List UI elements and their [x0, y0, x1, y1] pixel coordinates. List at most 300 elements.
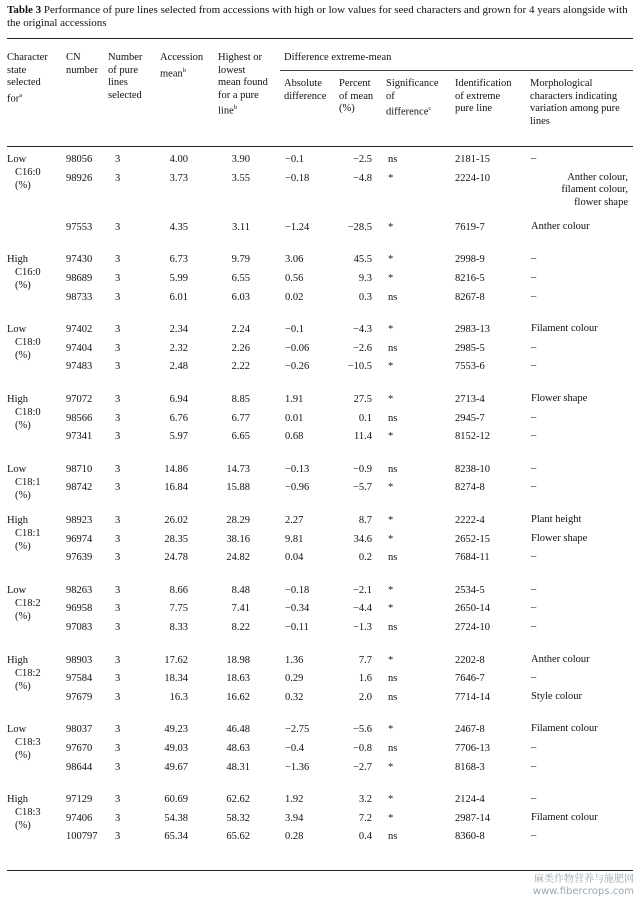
- cell-abs: 3.06: [285, 254, 304, 266]
- cell-n: 3: [115, 552, 121, 564]
- cell-ext: 15.88: [226, 482, 250, 494]
- header-accession-text: Accession mean: [160, 52, 204, 79]
- cell-mean: 17.62: [164, 654, 188, 666]
- cell-pct: 11.4: [354, 431, 372, 443]
- header-bottom-rule: [7, 146, 633, 147]
- cell-id: 2467-8: [455, 724, 485, 736]
- cell-abs: −0.13: [285, 463, 310, 475]
- cell-morph: Filament colour: [531, 323, 598, 335]
- cell-n: 3: [115, 463, 121, 475]
- cell-cn: 96958: [66, 603, 93, 615]
- header-difference: Difference extreme-mean: [284, 52, 392, 63]
- cell-cn: 97553: [66, 221, 93, 233]
- cell-id: 2983-13: [455, 324, 490, 336]
- group-fatty-acid: C18:2: [15, 667, 41, 679]
- cell-mean: 28.35: [164, 533, 188, 545]
- cell-cn: 97430: [66, 254, 93, 266]
- cell-abs: −2.75: [285, 724, 310, 736]
- cell-abs: −0.18: [285, 584, 310, 596]
- cell-id: 2998-9: [455, 254, 485, 266]
- group-label: [7, 793, 67, 832]
- cell-n: 3: [115, 172, 121, 184]
- bottom-rule: [7, 870, 633, 871]
- cell-mean: 65.34: [164, 831, 188, 843]
- cell-cn: 97639: [66, 552, 93, 564]
- cell-pct: 34.6: [353, 533, 372, 545]
- cell-cn: 98566: [66, 412, 93, 424]
- group-fatty-acid: C18:3: [15, 807, 41, 819]
- cell-n: 3: [115, 361, 121, 373]
- cell-id: 7714-14: [455, 691, 490, 703]
- cell-mean: 18.34: [164, 673, 188, 685]
- cell-id: 8152-12: [455, 431, 490, 443]
- cell-morph: Flower shape: [531, 532, 588, 544]
- cell-abs: 0.29: [285, 673, 304, 685]
- cell-morph: –: [531, 430, 537, 442]
- cell-pct: 9.3: [358, 273, 372, 285]
- cell-pct: 1.6: [358, 673, 372, 685]
- group-state: Low: [7, 463, 27, 475]
- cell-ext: 7.41: [231, 603, 250, 615]
- cell-abs: −0.34: [285, 603, 310, 615]
- group-state: High: [7, 394, 28, 406]
- header-number: Number of pure lines selected: [108, 52, 143, 101]
- header-highest: [218, 52, 280, 118]
- cell-pct: 3.2: [358, 794, 372, 806]
- cell-n: 3: [115, 724, 121, 736]
- cell-sig: *: [388, 254, 394, 266]
- cell-abs: 0.02: [285, 291, 304, 303]
- header-character-sup: a: [19, 91, 23, 99]
- cell-n: 3: [115, 743, 121, 755]
- cell-id: 8238-10: [455, 463, 490, 475]
- cell-sig: *: [388, 431, 394, 443]
- cell-pct: 7.2: [358, 812, 372, 824]
- cell-id: 8267-8: [455, 291, 485, 303]
- header-accession-sup: b: [182, 66, 186, 74]
- cell-ext: 8.48: [231, 584, 250, 596]
- cell-id: 2224-10: [455, 172, 490, 184]
- header-character: [7, 52, 67, 106]
- cell-pct: 7.7: [358, 654, 372, 666]
- cell-cn: 98644: [66, 761, 93, 773]
- cell-abs: −0.1: [285, 154, 305, 165]
- cell-pct: 0.2: [358, 552, 372, 564]
- cell-n: 3: [115, 154, 121, 165]
- cell-morph: –: [531, 760, 537, 772]
- cell-pct: −2.6: [352, 342, 372, 354]
- cell-n: 3: [115, 691, 121, 703]
- cell-cn: 97483: [66, 361, 93, 373]
- group-label: [7, 323, 67, 362]
- cell-ext: 65.62: [226, 831, 250, 843]
- cell-cn: 100797: [66, 831, 98, 843]
- cell-mean: 14.86: [164, 463, 188, 475]
- cell-ext: 2.22: [231, 361, 250, 373]
- cell-n: 3: [115, 342, 121, 354]
- cell-pct: −0.9: [352, 463, 372, 475]
- cell-sig: *: [388, 515, 394, 527]
- cell-mean: 5.99: [169, 273, 188, 285]
- group-label: [7, 253, 67, 292]
- cell-cn: 97584: [66, 673, 93, 685]
- header-highest-sup: b: [233, 104, 237, 111]
- cell-ext: 18.63: [226, 673, 250, 685]
- cell-cn: 97129: [66, 794, 93, 806]
- cell-mean: 5.97: [169, 431, 188, 443]
- cell-cn: 98903: [66, 654, 93, 666]
- group-state: Low: [7, 324, 27, 336]
- cell-sig: ns: [388, 412, 398, 424]
- cell-n: 3: [115, 794, 121, 806]
- cell-mean: 2.32: [169, 342, 188, 354]
- watermark: [533, 874, 634, 898]
- group-state: High: [7, 654, 28, 666]
- cell-morph: –: [531, 621, 537, 633]
- cell-ext: 46.48: [226, 724, 250, 736]
- cell-mean: 60.69: [164, 794, 188, 806]
- cell-cn: 98733: [66, 291, 93, 303]
- watermark-line-2: www.fibercrops.com: [532, 886, 634, 897]
- group-fatty-acid: C18:1: [15, 476, 41, 488]
- cell-abs: 1.36: [285, 654, 304, 666]
- cell-mean: 7.75: [169, 603, 188, 615]
- cell-morph: –: [531, 793, 537, 805]
- cell-ext: 14.73: [226, 463, 250, 475]
- cell-n: 3: [115, 584, 121, 596]
- group-state: High: [7, 254, 28, 266]
- cell-mean: 6.73: [169, 254, 188, 266]
- cell-pct: −1.3: [352, 622, 372, 634]
- cell-abs: −0.06: [285, 342, 310, 354]
- cell-ext: 9.79: [231, 254, 250, 266]
- group-unit: (%): [15, 489, 31, 501]
- group-unit: (%): [15, 541, 31, 553]
- cell-morph: Style colour: [531, 690, 583, 702]
- cell-id: 2124-4: [455, 794, 485, 806]
- cell-abs: 0.04: [285, 552, 304, 564]
- cell-ext: 3.90: [231, 154, 250, 165]
- cell-morph: –: [531, 360, 537, 372]
- cell-cn: 98689: [66, 273, 93, 285]
- cell-abs: 9.81: [285, 533, 304, 545]
- group-label: [7, 393, 67, 432]
- cell-pct: −2.5: [352, 154, 372, 165]
- cell-sig: ns: [388, 463, 398, 475]
- group-unit: (%): [15, 750, 31, 762]
- cell-abs: 1.91: [285, 394, 304, 406]
- cell-ext: 6.77: [231, 412, 250, 424]
- cell-id: 2985-5: [455, 342, 485, 354]
- cell-n: 3: [115, 654, 121, 666]
- cell-pct: 45.5: [353, 254, 372, 266]
- cell-cn: 98037: [66, 724, 93, 736]
- cell-morph: –: [531, 481, 537, 493]
- cell-n: 3: [115, 673, 121, 685]
- cell-cn: 98923: [66, 515, 93, 527]
- cell-abs: 0.01: [285, 412, 304, 424]
- cell-mean: 6.01: [169, 291, 188, 303]
- cell-pct: −2.1: [352, 584, 372, 596]
- group-state: Low: [7, 724, 27, 736]
- cell-morph: –: [531, 602, 537, 614]
- cell-n: 3: [115, 273, 121, 285]
- cell-abs: −0.96: [285, 482, 310, 494]
- cell-pct: 0.4: [358, 831, 372, 843]
- group-state: Low: [7, 154, 27, 165]
- cell-morph: Anther colour: [531, 220, 590, 232]
- cell-pct: −4.3: [352, 324, 372, 336]
- cell-pct: −4.8: [352, 172, 372, 184]
- cell-sig: *: [388, 584, 394, 596]
- cell-morph: –: [531, 672, 537, 684]
- cell-sig: *: [388, 324, 394, 336]
- cell-sig: *: [388, 761, 394, 773]
- cell-morph: Filament colour: [531, 723, 598, 735]
- difference-subrule: [280, 70, 633, 71]
- cell-abs: −1.36: [285, 761, 310, 773]
- cell-pct: −4.4: [352, 603, 372, 615]
- group-label: [7, 584, 67, 623]
- cell-sig: *: [388, 273, 394, 285]
- cell-mean: 2.48: [169, 361, 188, 373]
- cell-sig: ns: [388, 831, 398, 843]
- cell-morph: Plant height: [531, 514, 582, 526]
- cell-ext: 62.62: [226, 794, 250, 806]
- group-fatty-acid: C16:0: [15, 167, 41, 178]
- cell-mean: 16.84: [164, 482, 188, 494]
- cell-sig: *: [388, 361, 394, 373]
- cell-morph: –: [531, 551, 537, 563]
- cell-ext: 48.63: [226, 743, 250, 755]
- cell-mean: 3.73: [169, 172, 188, 184]
- cell-n: 3: [115, 324, 121, 336]
- cell-ext: 38.16: [226, 533, 250, 545]
- cell-sig: *: [388, 172, 394, 184]
- cell-ext: 6.03: [231, 291, 250, 303]
- cell-cn: 97072: [66, 394, 93, 406]
- header-significance-text: Significance of difference: [386, 78, 439, 118]
- cell-abs: −0.1: [285, 324, 305, 336]
- group-unit: (%): [15, 420, 31, 432]
- cell-id: 2534-5: [455, 584, 485, 596]
- cell-abs: −0.18: [285, 172, 310, 184]
- cell-sig: ns: [388, 622, 398, 634]
- cell-ext: 6.55: [231, 273, 250, 285]
- cell-pct: 2.0: [358, 691, 372, 703]
- cell-n: 3: [115, 254, 121, 266]
- group-fatty-acid: C18:0: [15, 407, 41, 419]
- cell-ext: 3.11: [232, 221, 250, 233]
- cell-n: 3: [115, 812, 121, 824]
- group-unit: (%): [15, 180, 31, 191]
- cell-mean: 2.34: [169, 324, 188, 336]
- cell-ext: 16.62: [226, 691, 250, 703]
- cell-ext: 18.98: [226, 654, 250, 666]
- header-accession: [160, 52, 216, 81]
- cell-sig: ns: [388, 691, 398, 703]
- cell-n: 3: [115, 394, 121, 406]
- cell-sig: ns: [388, 552, 398, 564]
- header-highest-text: Highest or lowest mean found for a pure line: [218, 52, 268, 117]
- cell-abs: 0.56: [285, 273, 304, 285]
- cell-cn: 98710: [66, 463, 93, 475]
- group-fatty-acid: C18:3: [15, 737, 41, 749]
- cell-abs: 2.27: [285, 515, 304, 527]
- cell-morph: –: [531, 462, 537, 474]
- cell-sig: *: [388, 482, 394, 494]
- cell-cn: 97083: [66, 622, 93, 634]
- table-label: Table 3: [7, 4, 42, 16]
- cell-n: 3: [115, 291, 121, 303]
- cell-sig: ns: [388, 342, 398, 354]
- cell-n: 3: [115, 603, 121, 615]
- cell-pct: −0.8: [352, 743, 372, 755]
- group-fatty-acid: C18:1: [15, 528, 41, 540]
- cell-mean: 8.33: [169, 622, 188, 634]
- cell-sig: *: [388, 603, 394, 615]
- group-label: [7, 723, 67, 762]
- group-state: High: [7, 794, 28, 806]
- cell-morph: –: [531, 341, 537, 353]
- header-cn: CN number: [66, 52, 99, 76]
- cell-pct: 8.7: [358, 515, 372, 527]
- cell-abs: 0.28: [285, 831, 304, 843]
- cell-pct: −2.7: [352, 761, 372, 773]
- cell-cn: 97341: [66, 431, 93, 443]
- cell-id: 2181-15: [455, 154, 490, 165]
- cell-morph: –: [531, 742, 537, 754]
- watermark-line-1: 麻类作物营养与施肥网: [534, 874, 634, 885]
- cell-n: 3: [115, 221, 121, 233]
- cell-id: 2202-8: [455, 654, 485, 666]
- cell-mean: 16.3: [169, 691, 188, 703]
- group-state: High: [7, 515, 28, 527]
- table-caption: [7, 4, 633, 30]
- cell-abs: 0.32: [285, 691, 304, 703]
- group-label: [7, 514, 67, 553]
- cell-id: 7684-11: [455, 552, 490, 564]
- cell-id: 2987-14: [455, 812, 490, 824]
- group-unit: (%): [15, 350, 31, 362]
- cell-cn: 97679: [66, 691, 93, 703]
- cell-n: 3: [115, 482, 121, 494]
- cell-abs: −0.11: [285, 622, 309, 634]
- cell-pct: 0.1: [358, 412, 372, 424]
- cell-cn: 97402: [66, 324, 93, 336]
- cell-cn: 98263: [66, 584, 93, 596]
- cell-abs: −0.26: [285, 361, 310, 373]
- cell-ext: 2.24: [231, 324, 250, 336]
- cell-ext: 8.22: [231, 622, 250, 634]
- cell-ext: 28.29: [226, 515, 250, 527]
- header-percent: Percent of mean (%): [339, 78, 374, 114]
- cell-id: 7646-7: [455, 673, 485, 685]
- cell-abs: 1.92: [285, 794, 304, 806]
- cell-ext: 3.55: [231, 172, 250, 184]
- cell-n: 3: [115, 412, 121, 424]
- group-unit: (%): [15, 610, 31, 622]
- cell-id: 8360-8: [455, 831, 485, 843]
- group-fatty-acid: C18:2: [15, 597, 41, 609]
- cell-cn: 97406: [66, 812, 93, 824]
- cell-pct: −5.6: [352, 724, 372, 736]
- group-label: [7, 654, 67, 693]
- cell-id: 8168-3: [455, 761, 485, 773]
- header-significance-sup: c: [428, 105, 432, 112]
- cell-id: 2713-4: [455, 394, 485, 406]
- header-absolute: Absolute difference: [284, 78, 327, 102]
- cell-mean: 6.76: [169, 412, 188, 424]
- group-label: [7, 153, 67, 192]
- top-rule: [7, 38, 633, 39]
- cell-sig: *: [388, 794, 394, 806]
- cell-ext: 48.31: [226, 761, 250, 773]
- group-state: Low: [7, 584, 27, 596]
- cell-pct: −10.5: [347, 361, 372, 373]
- cell-morph: Filament colour: [531, 811, 598, 823]
- cell-mean: 54.38: [164, 812, 188, 824]
- header-character-text: Character state selected for: [7, 52, 48, 104]
- cell-id: 8216-5: [455, 273, 485, 285]
- cell-cn: 98742: [66, 482, 93, 494]
- cell-pct: 27.5: [353, 394, 372, 406]
- cell-cn: 97670: [66, 743, 93, 755]
- cell-morph: Anther colour, filament colour, flower shape: [561, 171, 628, 208]
- cell-n: 3: [115, 622, 121, 634]
- cell-mean: 49.03: [164, 743, 188, 755]
- group-unit: (%): [15, 680, 31, 692]
- header-significance: [386, 78, 452, 119]
- cell-sig: ns: [388, 673, 398, 685]
- cell-ext: 58.32: [226, 812, 250, 824]
- cell-pct: −28.5: [347, 221, 372, 233]
- group-fatty-acid: C18:0: [15, 337, 41, 349]
- cell-id: 2222-4: [455, 515, 485, 527]
- cell-pct: 0.3: [358, 291, 372, 303]
- cell-ext: 2.26: [231, 342, 250, 354]
- cell-ext: 8.85: [231, 394, 250, 406]
- cell-morph: –: [531, 583, 537, 595]
- table-caption-text: Performance of pure lines selected from accessions with high or low values for seed characters and grown for 4 years alongside with the original accessions: [7, 4, 628, 29]
- cell-id: 8274-8: [455, 482, 485, 494]
- cell-mean: 49.67: [164, 761, 188, 773]
- cell-sig: ns: [388, 291, 398, 303]
- header-identification: Identification of extreme pure line: [455, 78, 512, 114]
- cell-sig: *: [388, 812, 394, 824]
- cell-mean: 6.94: [169, 394, 188, 406]
- cell-abs: 3.94: [285, 812, 304, 824]
- cell-cn: 98926: [66, 172, 93, 184]
- cell-id: 2724-10: [455, 622, 490, 634]
- cell-n: 3: [115, 515, 121, 527]
- cell-cn: 96974: [66, 533, 93, 545]
- cell-abs: 0.68: [285, 431, 304, 443]
- cell-pct: −5.7: [352, 482, 372, 494]
- cell-n: 3: [115, 431, 121, 443]
- cell-sig: *: [388, 724, 394, 736]
- cell-id: 7553-6: [455, 361, 485, 373]
- group-unit: (%): [15, 280, 31, 292]
- cell-n: 3: [115, 533, 121, 545]
- cell-n: 3: [115, 761, 121, 773]
- cell-id: 2652-15: [455, 533, 490, 545]
- cell-morph: –: [531, 411, 537, 423]
- cell-id: 2650-14: [455, 603, 490, 615]
- cell-ext: 24.82: [226, 552, 250, 564]
- cell-n: 3: [115, 831, 121, 843]
- group-label: [7, 463, 67, 502]
